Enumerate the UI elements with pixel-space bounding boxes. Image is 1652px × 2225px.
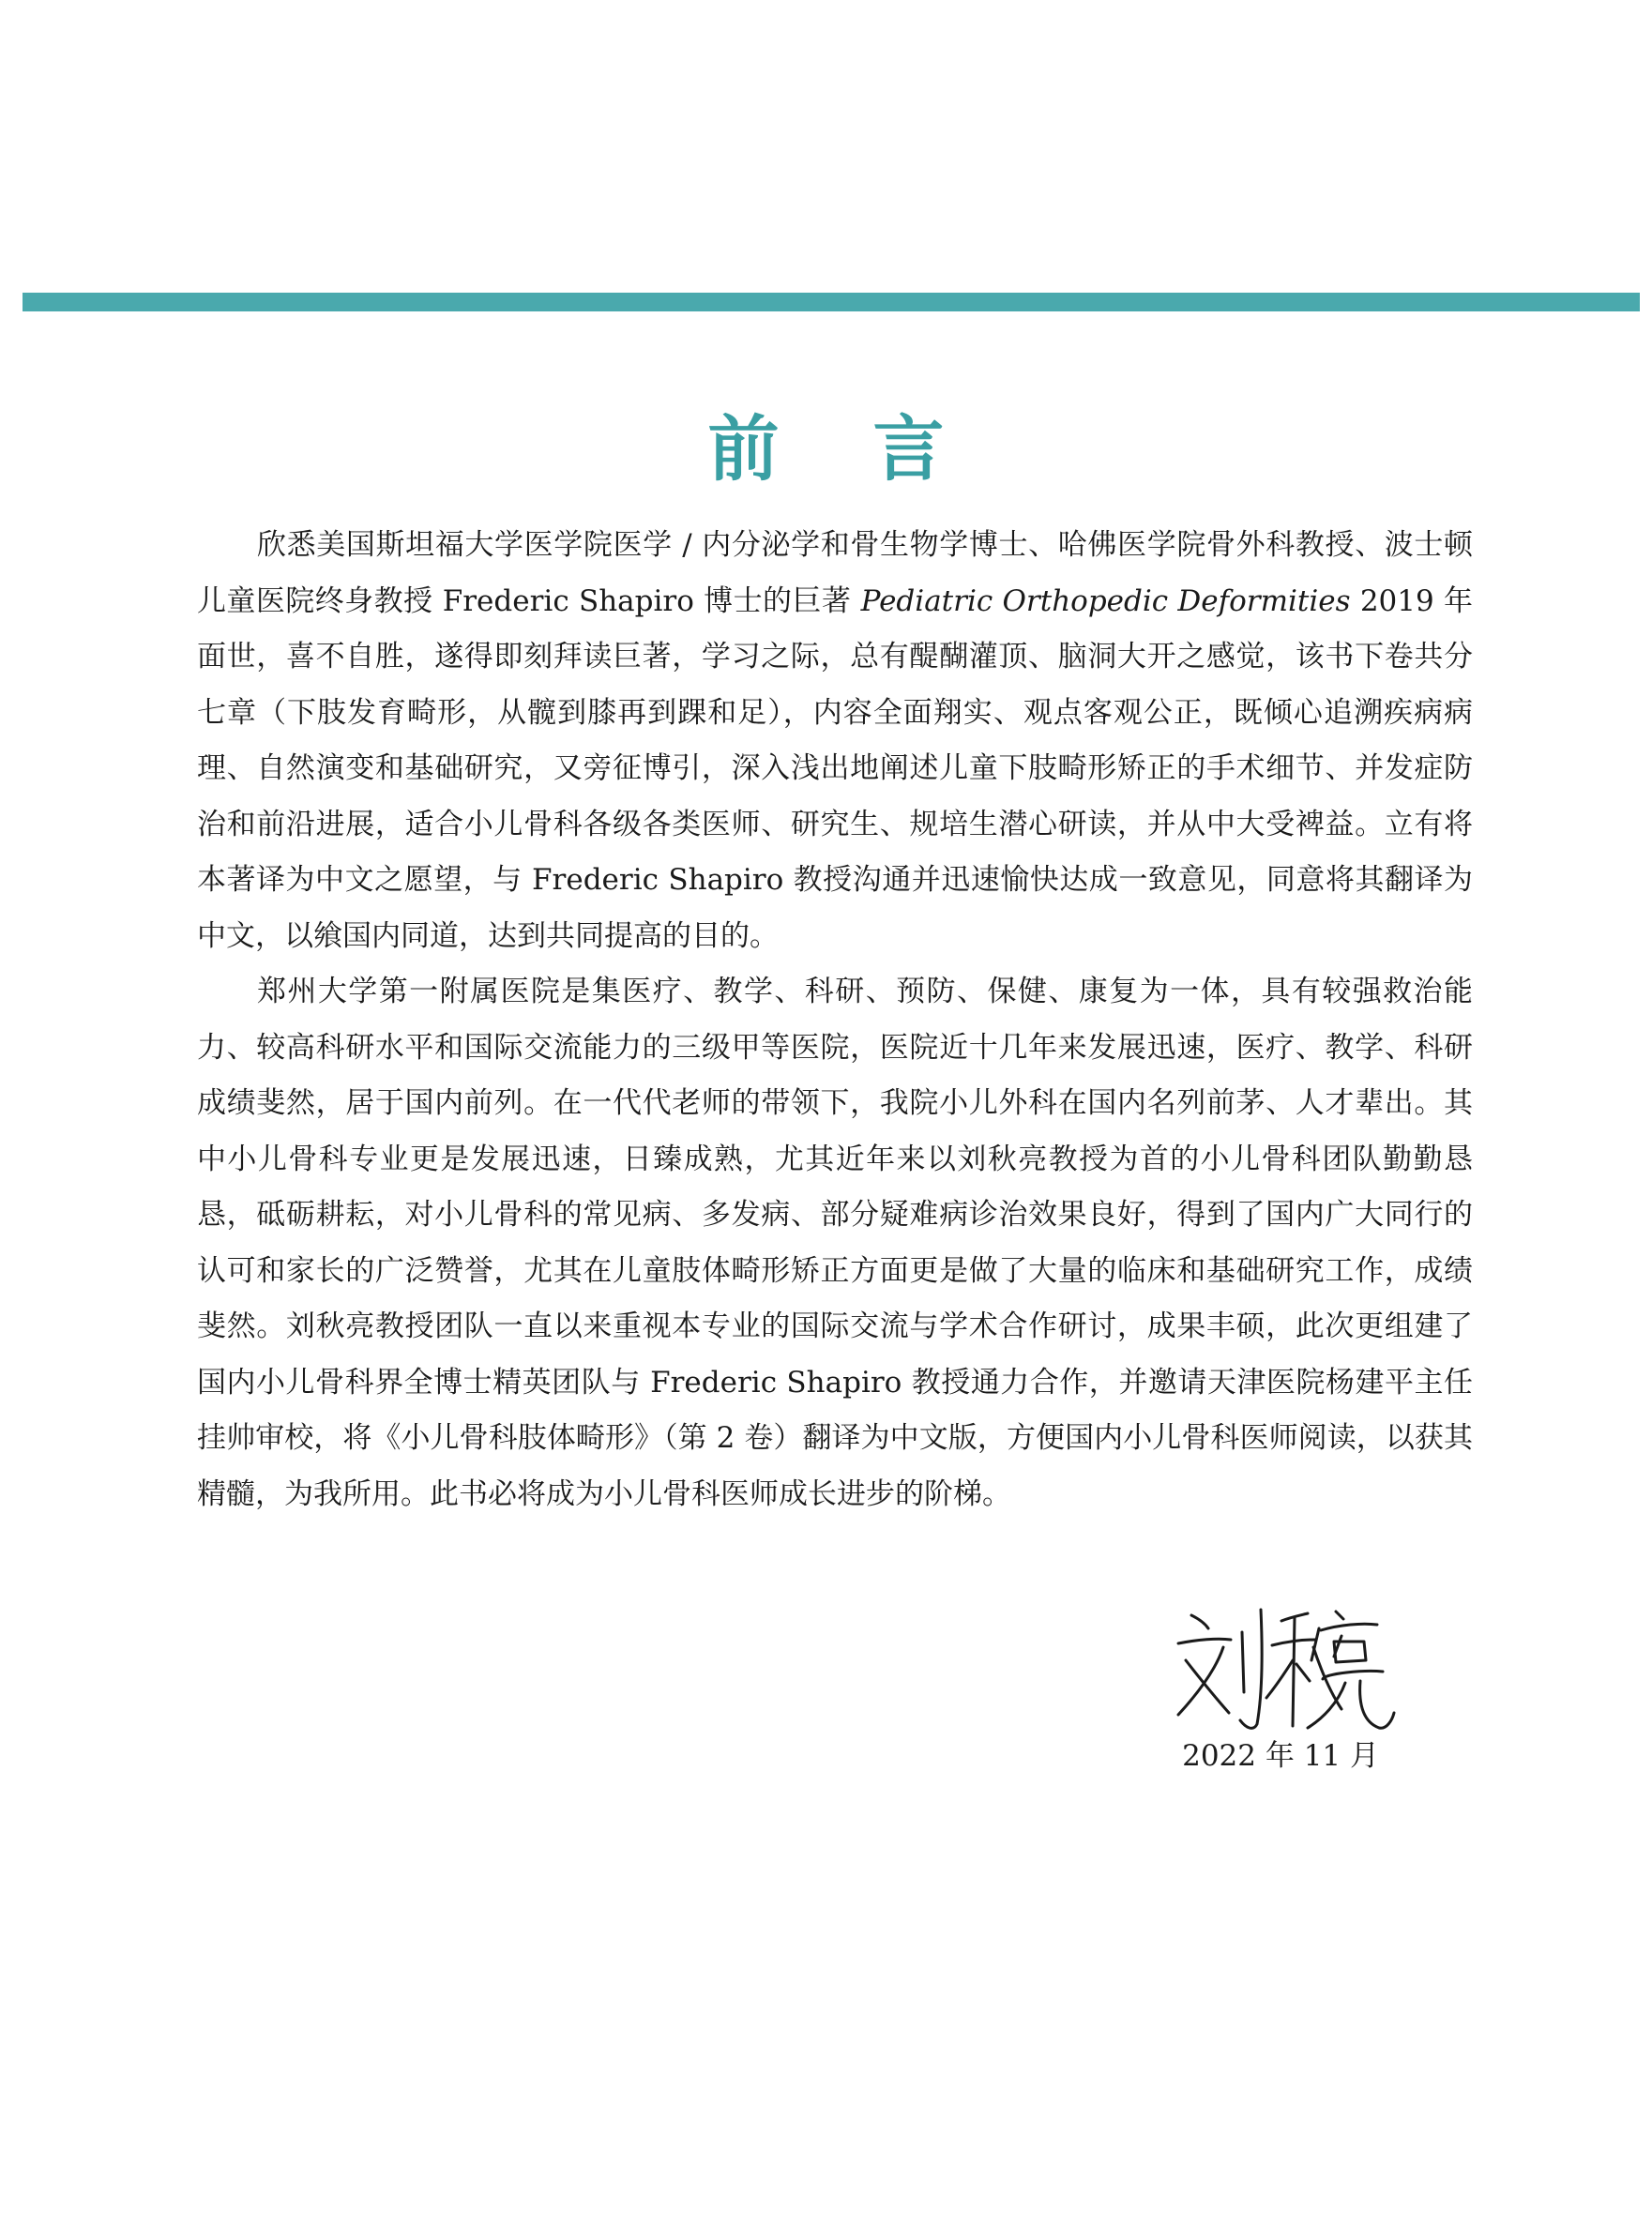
book-title: Pediatric Orthopedic Deformities <box>860 583 1351 618</box>
paragraph-1-part-1: 欣悉美国斯坦福大学医学院医学 / 内分泌学和骨生物学博士、哈佛医学院骨外科教授、波士顿儿童医院终身教授 Frederic Shapiro 博士的巨著 <box>197 528 1473 618</box>
page-title: 前言 <box>707 406 1038 491</box>
body-text <box>197 518 1473 1522</box>
paragraph-2: 郑州大学第一附属医院是集医疗、教学、科研、预防、保健、康复为一体，具有较强救治能力、较高科研水平和国际交流能力的三级甲等医院，医院近十几年来发展迅速，医疗、教学、科研成绩斐然，居于国内前列。在一代代老师的带领下，我院小儿外科在国内名列前茅、人才辈出。其中小儿骨科专业更是发展迅速，日臻成熟，尤其近年来以刘秋亮教授为首的小儿骨科团队勤勤恳恳，砥砺耕耘，对小儿骨科的常见病、多发病、部分疑难病诊治效果良好，得到了国内广大同行的认可和家长的广泛赞誉，尤其在儿童肢体畸形矫正方面更是做了大量的临床和基础研究工作，成绩斐然。刘秋亮教授团队一直以来重视本专业的国际交流与学术合作研讨，成果丰硕，此次更组建了国内小儿骨科界全博士精英团队与 Frederic Shapiro 教授通力合作，并邀请天津医院杨建平主任挂帅审校，将《小儿骨科肢体畸形》（第 2 卷）翻译为中文版，方便国内小儿骨科医师阅读，以获其精髓，为我所用。此书必将成为小儿骨科医师成长进步的阶梯。 <box>197 975 1473 1511</box>
top-accent-bar <box>23 293 1640 311</box>
paragraph-1 <box>197 518 1473 964</box>
paragraph-1-part-2: 2019 年面世，喜不自胜，遂得即刻拜读巨著，学习之际，总有醍醐灌顶、脑洞大开之感觉，该书下卷共分七章（下肢发育畸形，从髋到膝再到踝和足），内容全面翔实、观点客观公正，既倾心追溯疾病病理、自然演变和基础研究，又旁征博引，深入浅出地阐述儿童下肢畸形矫正的手术细节、并发症防治和前沿进展，适合小儿骨科各级各类医师、研究生、规培生潜心研读，并从中大受裨益。立有将本著译为中文之愿望，与 Frederic Shapiro 教授沟通并迅速愉快达成一致意见，同意将其翻译为中文，以飨国内同道，达到共同提高的目的。 <box>197 583 1473 953</box>
handwritten-signature <box>1171 1595 1396 1754</box>
date: 2022 年 11 月 <box>1182 1739 1379 1773</box>
